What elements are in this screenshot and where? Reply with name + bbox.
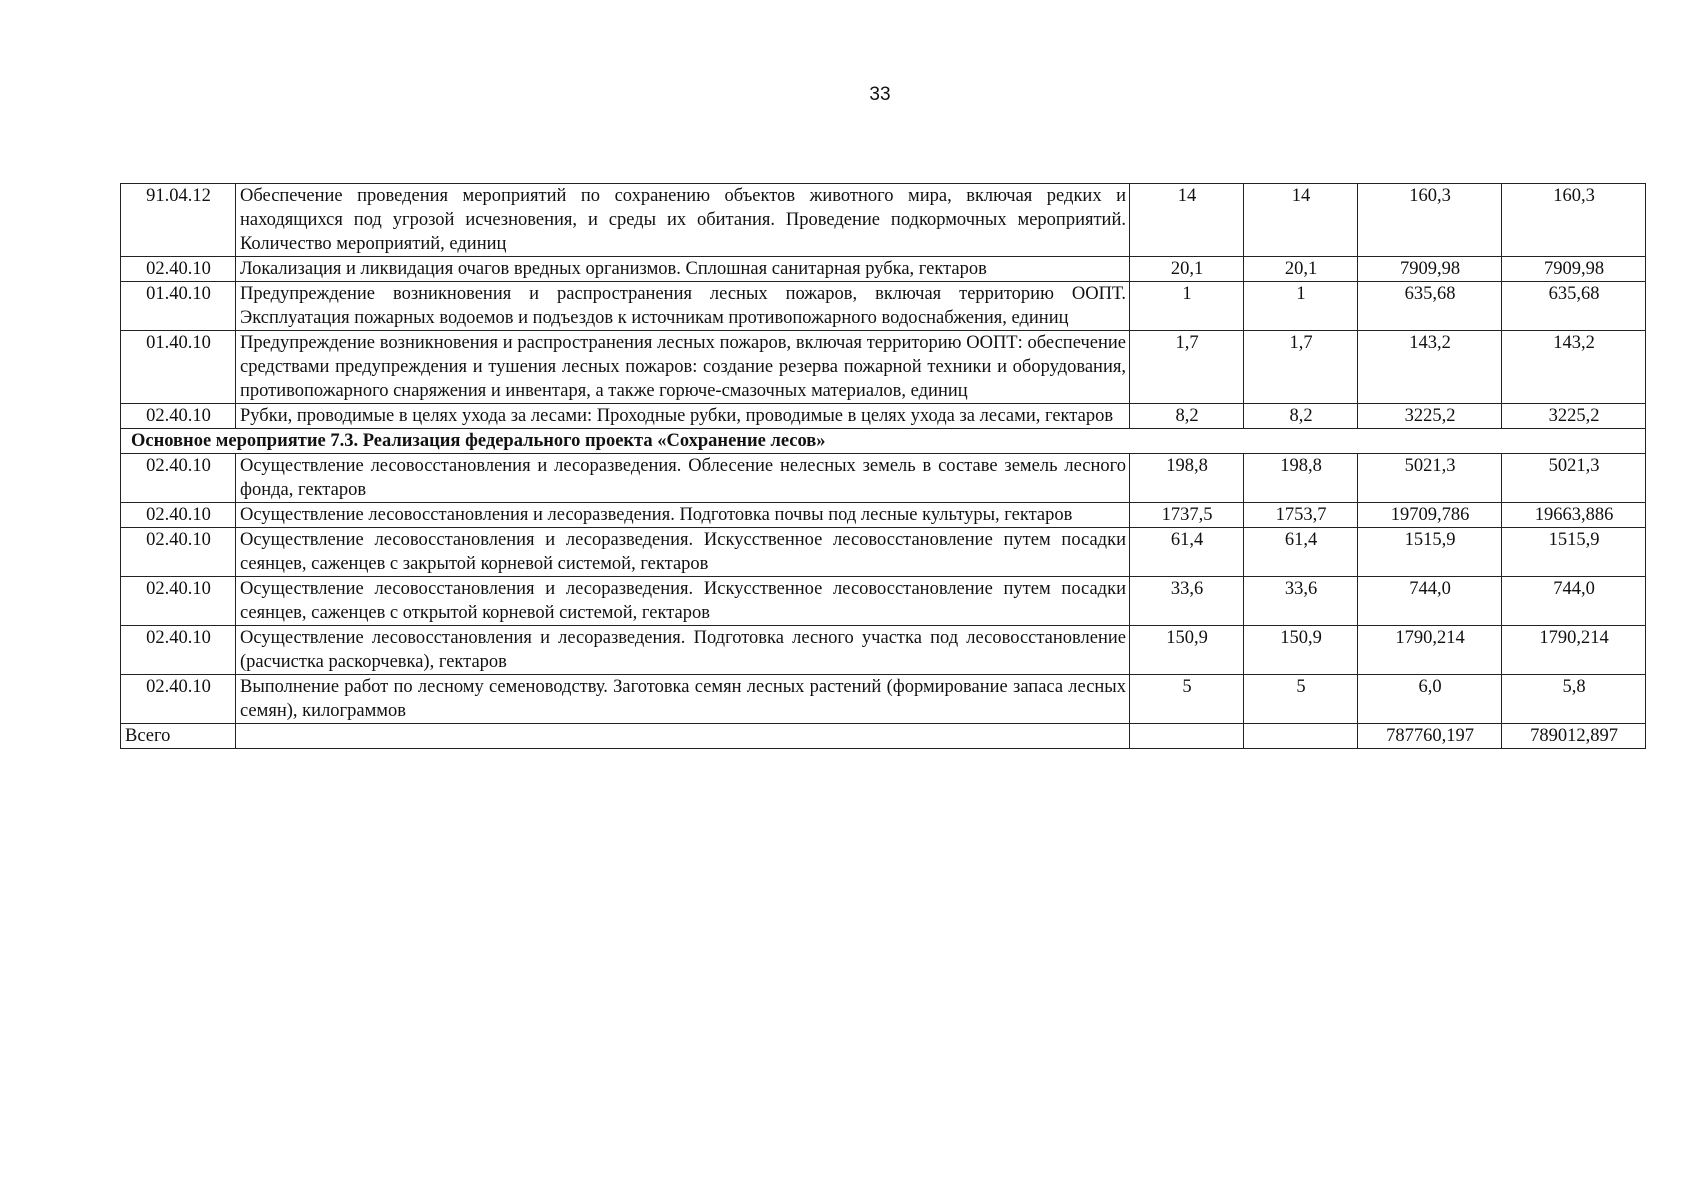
description-cell: Осуществление лесовосстановления и лесоразведения. Облесение нелесных земель в составе земель лесного фонда, гектаров	[236, 454, 1130, 503]
table-row	[121, 675, 1646, 724]
value-cell: 3225,2	[1502, 404, 1646, 429]
description-cell: Локализация и ликвидация очагов вредных организмов. Сплошная санитарная рубка, гектаров	[236, 257, 1130, 282]
code-cell: 02.40.10	[121, 503, 236, 528]
total-value-cell: 787760,197	[1358, 724, 1502, 749]
table-row	[121, 503, 1646, 528]
table-row	[121, 577, 1646, 626]
description-cell: Выполнение работ по лесному семеноводству. Заготовка семян лесных растений (формирование запаса лесных семян), килограммов	[236, 675, 1130, 724]
description-cell: Осуществление лесовосстановления и лесоразведения. Подготовка почвы под лесные культуры, гектаров	[236, 503, 1130, 528]
code-cell: 01.40.10	[121, 282, 236, 331]
code-cell: 01.40.10	[121, 331, 236, 404]
value-cell: 1515,9	[1502, 528, 1646, 577]
budget-table	[120, 183, 1646, 749]
value-cell: 150,9	[1244, 626, 1358, 675]
value-cell: 5,8	[1502, 675, 1646, 724]
value-cell: 150,9	[1130, 626, 1244, 675]
value-cell: 635,68	[1502, 282, 1646, 331]
table-row	[121, 454, 1646, 503]
value-cell: 1737,5	[1130, 503, 1244, 528]
description-cell: Предупреждение возникновения и распространения лесных пожаров, включая территорию ООПТ. Эксплуатация пожарных водоемов и подъездов к источникам противопожарного водоснабжения, единиц	[236, 282, 1130, 331]
value-cell: 61,4	[1130, 528, 1244, 577]
table-row	[121, 184, 1646, 257]
description-cell: Рубки, проводимые в целях ухода за лесами: Проходные рубки, проводимые в целях ухода за лесами, гектаров	[236, 404, 1130, 429]
code-cell: 02.40.10	[121, 454, 236, 503]
value-cell: 33,6	[1244, 577, 1358, 626]
code-cell: 91.04.12	[121, 184, 236, 257]
value-cell: 1790,214	[1358, 626, 1502, 675]
table-row	[121, 626, 1646, 675]
section-header-row	[121, 429, 1646, 454]
page-number: 33	[869, 84, 891, 105]
code-cell: 02.40.10	[121, 675, 236, 724]
empty-cell	[1244, 724, 1358, 749]
value-cell: 7909,98	[1502, 257, 1646, 282]
empty-cell	[236, 724, 1130, 749]
value-cell: 5	[1244, 675, 1358, 724]
value-cell: 1	[1130, 282, 1244, 331]
value-cell: 1,7	[1244, 331, 1358, 404]
value-cell: 19663,886	[1502, 503, 1646, 528]
value-cell: 20,1	[1244, 257, 1358, 282]
value-cell: 33,6	[1130, 577, 1244, 626]
table-row	[121, 282, 1646, 331]
value-cell: 14	[1244, 184, 1358, 257]
description-cell: Осуществление лесовосстановления и лесоразведения. Подготовка лесного участка под лесовосстановление (расчистка раскорчевка), гектаров	[236, 626, 1130, 675]
value-cell: 19709,786	[1358, 503, 1502, 528]
code-cell: 02.40.10	[121, 528, 236, 577]
value-cell: 20,1	[1130, 257, 1244, 282]
value-cell: 635,68	[1358, 282, 1502, 331]
value-cell: 160,3	[1502, 184, 1646, 257]
empty-cell	[1130, 724, 1244, 749]
value-cell: 1790,214	[1502, 626, 1646, 675]
value-cell: 1753,7	[1244, 503, 1358, 528]
code-cell: 02.40.10	[121, 257, 236, 282]
total-value-cell: 789012,897	[1502, 724, 1646, 749]
total-row	[121, 724, 1646, 749]
value-cell: 160,3	[1358, 184, 1502, 257]
value-cell: 3225,2	[1358, 404, 1502, 429]
value-cell: 5021,3	[1502, 454, 1646, 503]
value-cell: 143,2	[1502, 331, 1646, 404]
value-cell: 1,7	[1130, 331, 1244, 404]
value-cell: 198,8	[1244, 454, 1358, 503]
value-cell: 744,0	[1502, 577, 1646, 626]
table-row	[121, 331, 1646, 404]
code-cell: 02.40.10	[121, 577, 236, 626]
value-cell: 14	[1130, 184, 1244, 257]
code-cell: 02.40.10	[121, 626, 236, 675]
table-row	[121, 257, 1646, 282]
value-cell: 61,4	[1244, 528, 1358, 577]
value-cell: 1515,9	[1358, 528, 1502, 577]
value-cell: 8,2	[1244, 404, 1358, 429]
value-cell: 198,8	[1130, 454, 1244, 503]
value-cell: 6,0	[1358, 675, 1502, 724]
value-cell: 143,2	[1358, 331, 1502, 404]
value-cell: 1	[1244, 282, 1358, 331]
value-cell: 8,2	[1130, 404, 1244, 429]
value-cell: 744,0	[1358, 577, 1502, 626]
description-cell: Обеспечение проведения мероприятий по сохранению объектов животного мира, включая редких и находящихся под угрозой исчезновения, и среды их обитания. Проведение подкормочных мероприятий. Количество мероприятий, единиц	[236, 184, 1130, 257]
value-cell: 5	[1130, 675, 1244, 724]
table-row	[121, 528, 1646, 577]
total-label: Всего	[121, 724, 236, 749]
description-cell: Осуществление лесовосстановления и лесоразведения. Искусственное лесовосстановление путем посадки сеянцев, саженцев с закрытой корневой системой, гектаров	[236, 528, 1130, 577]
code-cell: 02.40.10	[121, 404, 236, 429]
value-cell: 7909,98	[1358, 257, 1502, 282]
value-cell: 5021,3	[1358, 454, 1502, 503]
section-title: Основное мероприятие 7.3. Реализация федерального проекта «Сохранение лесов»	[121, 429, 1646, 454]
table-row	[121, 404, 1646, 429]
description-cell: Предупреждение возникновения и распространения лесных пожаров, включая территорию ООПТ: обеспечение средствами предупреждения и тушения лесных пожаров: создание резерва пожарной техники и оборудования, противопожарного снаряжения и инвентаря, а также горюче-смазочных материалов, единиц	[236, 331, 1130, 404]
description-cell: Осуществление лесовосстановления и лесоразведения. Искусственное лесовосстановление путем посадки сеянцев, саженцев с открытой корневой системой, гектаров	[236, 577, 1130, 626]
